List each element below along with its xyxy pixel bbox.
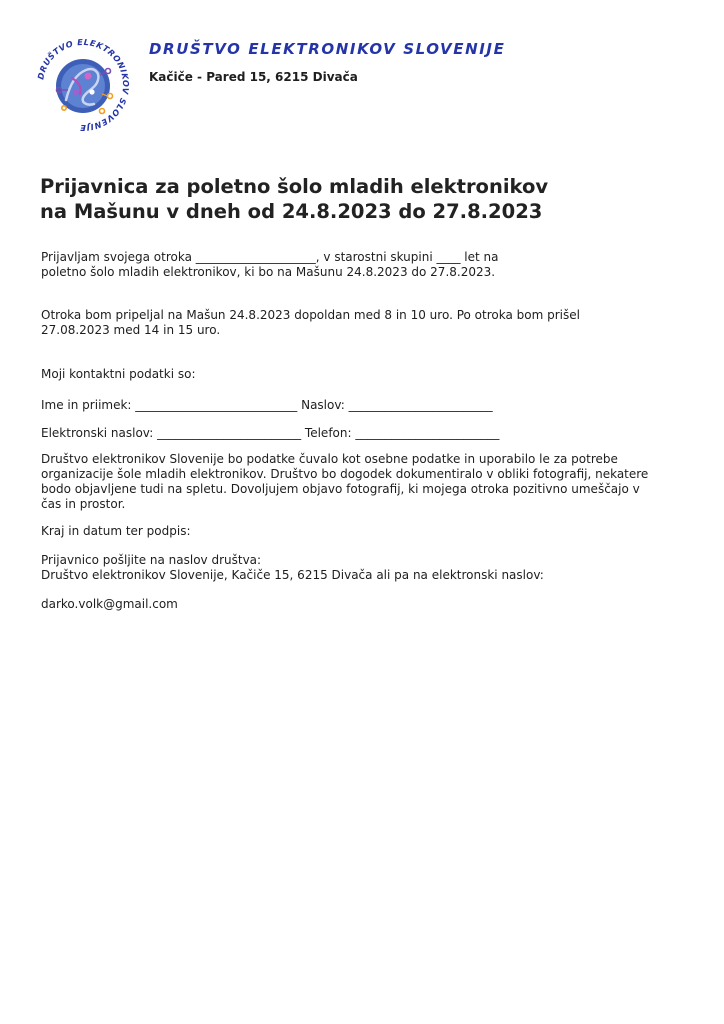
privacy-line-1: Društvo elektronikov Slovenije bo podatke čuvalo kot osebne podatke in uporabilo le za potrebe: [41, 452, 618, 466]
dropoff-line-2: 27.08.2023 med 14 in 15 uro.: [41, 323, 221, 337]
title-line-1: Prijavnica za poletno šolo mladih elektronikov: [40, 175, 549, 198]
registration-line-1: Prijavljam svojega otroka ____________________, v starostni skupini ____ let na: [41, 250, 499, 264]
send-instructions-line-2: Društvo elektronikov Slovenije, Kačiče 15, 6215 Divača ali pa na elektronski naslov:: [41, 568, 544, 582]
name-address-row: Ime in priimek: ___________________________ Naslov: ________________________: [41, 398, 493, 412]
organization-name: DRUŠTVO ELEKTRONIKOV SLOVENIJE: [149, 40, 506, 58]
place-date-signature: Kraj in datum ter podpis:: [41, 524, 191, 538]
logo-ring-text: DRUŠTVO ELEKTRONIKOV SLOVENIJE: [35, 36, 132, 134]
privacy-line-4: čas in prostor.: [41, 497, 126, 511]
registration-line-2: poletno šolo mladih elektronikov, ki bo na Mašunu 24.8.2023 do 27.8.2023.: [41, 265, 496, 279]
email-phone-row: Elektronski naslov: ________________________ Telefon: ________________________: [41, 426, 500, 440]
send-instructions-line-1: Prijavnico pošljite na naslov društva:: [41, 553, 262, 567]
contacts-intro: Moji kontaktni podatki so:: [41, 367, 196, 381]
privacy-line-2: organizacije šole mladih elektronikov. Društvo bo dogodek dokumentiralo v obliki fotografij, nekatere: [41, 467, 649, 481]
document-title: [40, 174, 680, 224]
contact-email: darko.volk@gmail.com: [41, 597, 178, 611]
organization-logo: [32, 34, 134, 136]
title-line-2: na Mašunu v dneh od 24.8.2023 do 27.8.2023: [40, 200, 543, 223]
organization-address: Kačiče - Pared 15, 6215 Divača: [149, 70, 358, 84]
privacy-line-3: bodo objavljene tudi na spletu. Dovoljujem objavo fotografij, ki mojega otroka pozitivno umeščajo v: [41, 482, 640, 496]
dropoff-line-1: Otroka bom pripeljal na Mašun 24.8.2023 dopoldan med 8 in 10 uro. Po otroka bom prišel: [41, 308, 580, 322]
